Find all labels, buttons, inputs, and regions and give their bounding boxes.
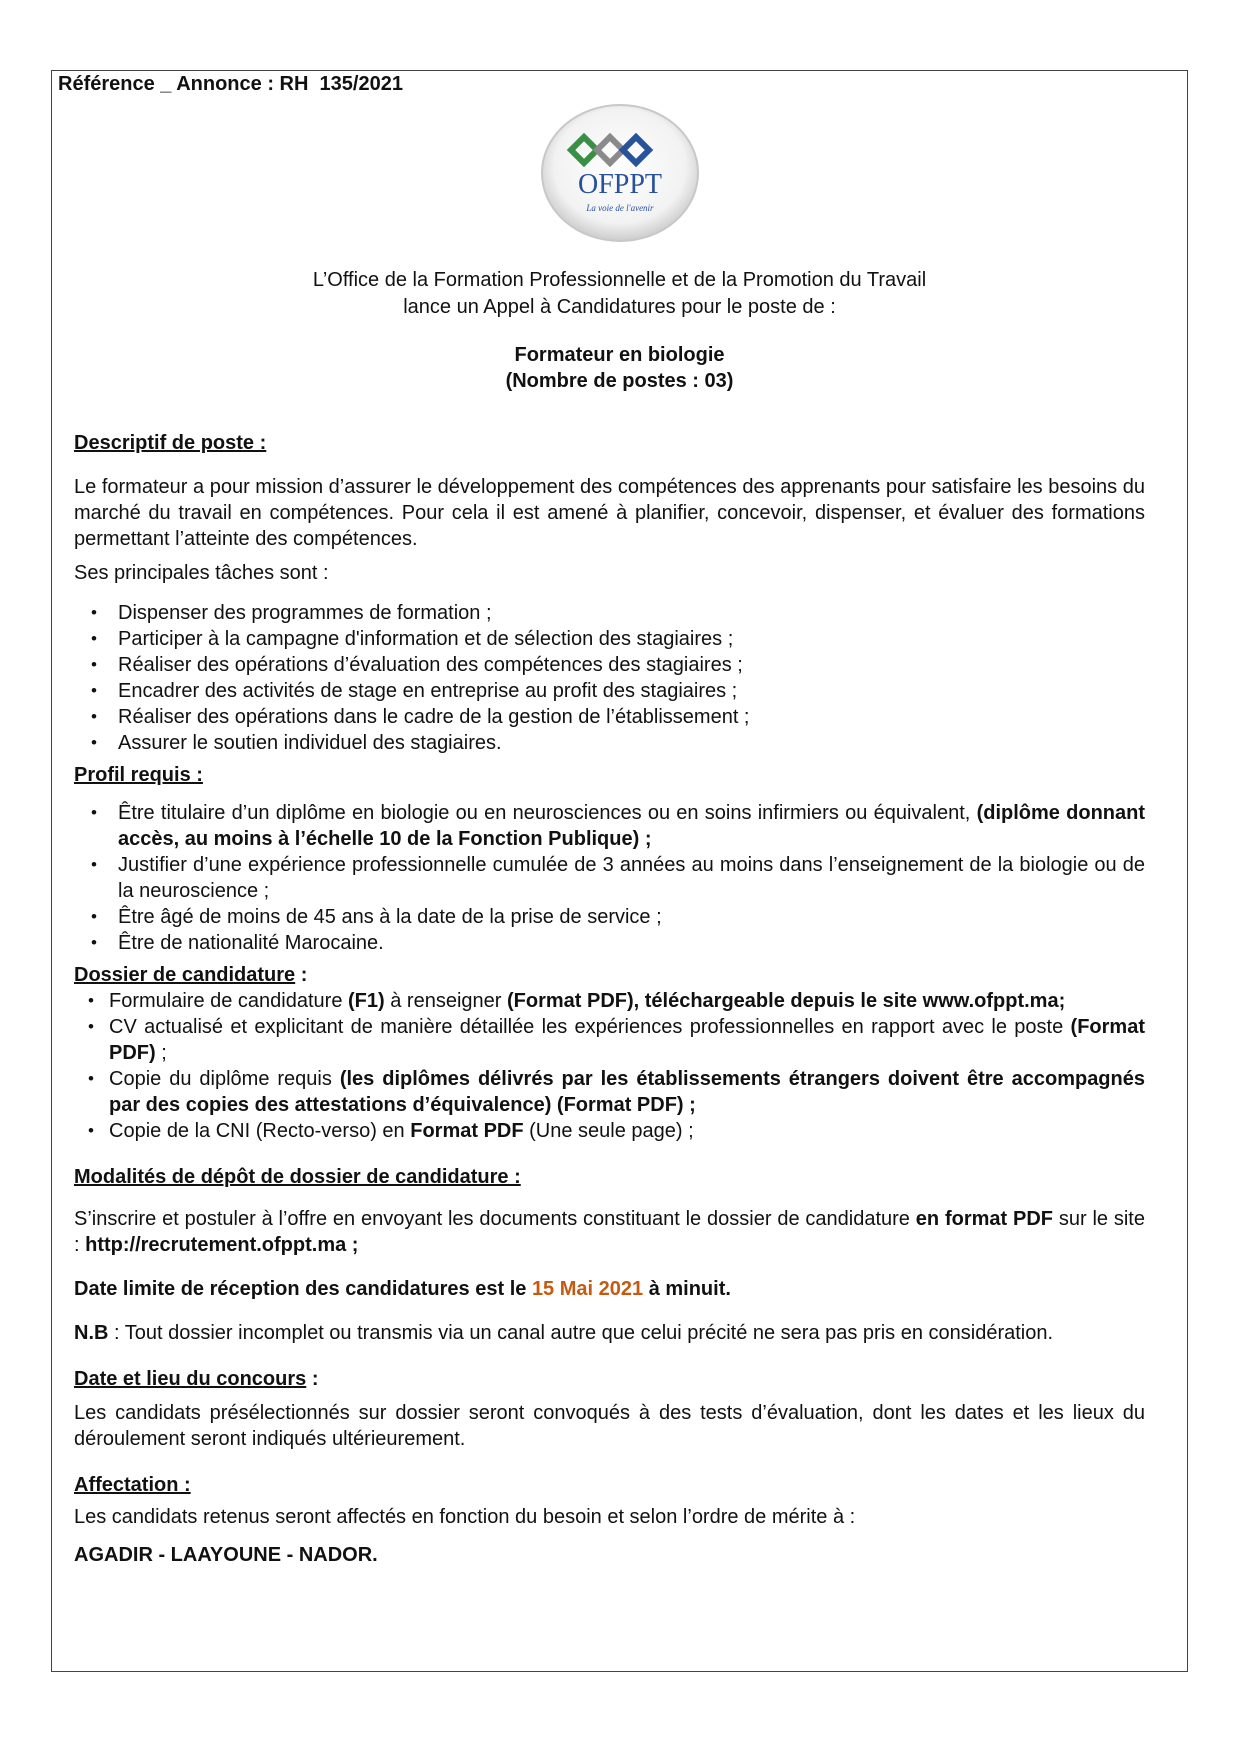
modalites-paragraph bbox=[74, 1206, 1145, 1258]
affectation-paragraph: Les candidats retenus seront affectés en fonction du besoin et selon l’ordre de mérite à : bbox=[74, 1506, 856, 1528]
concours-heading-suffix: : bbox=[306, 1368, 319, 1390]
tasks-intro: Ses principales tâches sont : bbox=[74, 562, 329, 584]
profil-item-1-bold: (diplôme donnant accès, au moins à l’échelle 10 de la Fonction Publique) ; bbox=[118, 802, 1146, 850]
profil-list bbox=[74, 800, 1145, 956]
intro-line-2: lance un Appel à Candidatures pour le poste de : bbox=[403, 296, 836, 318]
job-title-block bbox=[51, 342, 1188, 394]
affectation-cities: AGADIR - LAAYOUNE - NADOR. bbox=[74, 1544, 378, 1566]
intro-line-1: L’Office de la Formation Professionnelle et de la Promotion du Travail bbox=[312, 269, 927, 291]
dossier-item-4-text: Copie de la CNI (Recto-verso) en bbox=[109, 1120, 411, 1142]
dossier-item-1-format: (Format PDF), téléchargeable depuis le site www.ofppt.ma; bbox=[506, 990, 1066, 1012]
nb-label: N.B bbox=[74, 1322, 109, 1344]
logo-tagline: La voie de l'avenir bbox=[586, 203, 654, 213]
list-item: • Dispenser des programmes de formation ; bbox=[74, 600, 1145, 626]
deadline-end: à minuit. bbox=[643, 1278, 731, 1300]
dossier-list bbox=[74, 988, 1145, 1144]
list-item: • Être âgé de moins de 45 ans à la date de la prise de service ; bbox=[74, 904, 1145, 930]
intro-block bbox=[51, 267, 1188, 321]
concours-paragraph: Les candidats présélectionnés sur dossier seront convoqués à des tests d’évaluation, dont les dates et les lieux du déroulement seront indiqués ultérieurement. bbox=[74, 1402, 1145, 1450]
deadline-text: Date limite de réception des candidatures est le bbox=[74, 1278, 532, 1300]
affectation-heading: Affectation : bbox=[74, 1474, 191, 1496]
nb-text: : Tout dossier incomplet ou transmis via un canal autre que celui précité ne sera pas pris en considération. bbox=[108, 1322, 1054, 1344]
dossier-heading-line bbox=[74, 962, 1145, 988]
list-item: • Justifier d’une expérience professionnelle cumulée de 3 années au moins dans l’enseignement de la biologie ou de la neuroscience ; bbox=[74, 852, 1145, 904]
dossier-item-4-end: (Une seule page) ; bbox=[523, 1120, 694, 1142]
list-item bbox=[74, 988, 1145, 1014]
dossier-item-2-text: CV actualisé et explicitant de manière détaillée les expériences professionnelles en rapport avec le poste bbox=[109, 1016, 1071, 1038]
list-item: • Assurer le soutien individuel des stagiaires. bbox=[74, 730, 1145, 756]
job-posts-count: (Nombre de postes : 03) bbox=[505, 370, 734, 392]
nb-paragraph bbox=[74, 1320, 1145, 1346]
list-item: • Être de nationalité Marocaine. bbox=[74, 930, 1145, 956]
logo-wordmark: OFPPT bbox=[577, 169, 663, 200]
deadline-date: 15 Mai 2021 bbox=[531, 1278, 644, 1300]
list-item bbox=[74, 800, 1145, 852]
dossier-heading: Dossier de candidature bbox=[74, 964, 296, 986]
recruitment-url: http://recrutement.ofppt.ma ; bbox=[85, 1234, 359, 1256]
list-item bbox=[74, 1066, 1145, 1118]
dossier-item-4-format: Format PDF bbox=[410, 1120, 524, 1142]
dossier-item-2-format: (Format PDF) bbox=[109, 1016, 1145, 1064]
dossier-heading-suffix: : bbox=[295, 964, 308, 986]
dossier-item-3-text: Copie du diplôme requis bbox=[109, 1068, 340, 1090]
modalites-text: S’inscrire et postuler à l’offre en envoyant les documents constituant le dossier de candidature bbox=[74, 1208, 916, 1230]
descriptif-heading: Descriptif de poste : bbox=[74, 432, 267, 454]
dossier-item-1-text: Formulaire de candidature bbox=[109, 990, 349, 1012]
dossier-item-1-form: (F1) bbox=[348, 990, 385, 1012]
list-item: • Participer à la campagne d'information et de sélection des stagiaires ; bbox=[74, 626, 1145, 652]
deadline-line bbox=[74, 1276, 1145, 1302]
dossier-item-2-end: ; bbox=[155, 1042, 167, 1064]
job-title: Formateur en biologie bbox=[514, 344, 725, 366]
list-item bbox=[74, 1014, 1145, 1066]
profil-item-1-text: Être titulaire d’un diplôme en biologie ou en neurosciences ou en soins infirmiers ou équivalent, bbox=[118, 802, 977, 824]
modalites-format: en format PDF bbox=[915, 1208, 1053, 1230]
list-item: • Encadrer des activités de stage en entreprise au profit des stagiaires ; bbox=[74, 678, 1145, 704]
ofppt-logo bbox=[535, 98, 705, 248]
modalites-text-2: sur le site : bbox=[74, 1208, 1145, 1256]
profil-heading: Profil requis : bbox=[74, 764, 203, 786]
list-item: • Réaliser des opérations dans le cadre de la gestion de l’établissement ; bbox=[74, 704, 1145, 730]
concours-heading: Date et lieu du concours bbox=[74, 1368, 307, 1390]
list-item bbox=[74, 1118, 1145, 1144]
list-item: • Réaliser des opérations d’évaluation des compétences des stagiaires ; bbox=[74, 652, 1145, 678]
concours-heading-line bbox=[74, 1366, 1145, 1392]
dossier-item-1-text-2: à renseigner bbox=[384, 990, 507, 1012]
descriptif-paragraph: Le formateur a pour mission d’assurer le développement des compétences des apprenants pour satisfaire les besoins du marché du travail en compétences. Pour cela il est amené à planifier, concevoir, dispenser, et évaluer des formations permettant l’atteinte des compétences. bbox=[74, 476, 1145, 550]
tasks-list bbox=[74, 600, 1145, 756]
modalites-heading: Modalités de dépôt de dossier de candidature : bbox=[74, 1166, 521, 1188]
document-body bbox=[74, 430, 1145, 1568]
dossier-item-3-bold: (les diplômes délivrés par les établissements étrangers doivent être accompagnés par des copies des attestations d’équivalence) (Format PDF) ; bbox=[109, 1068, 1145, 1116]
reference-number: Référence _ Annonce : RH 135/2021 bbox=[58, 73, 403, 95]
